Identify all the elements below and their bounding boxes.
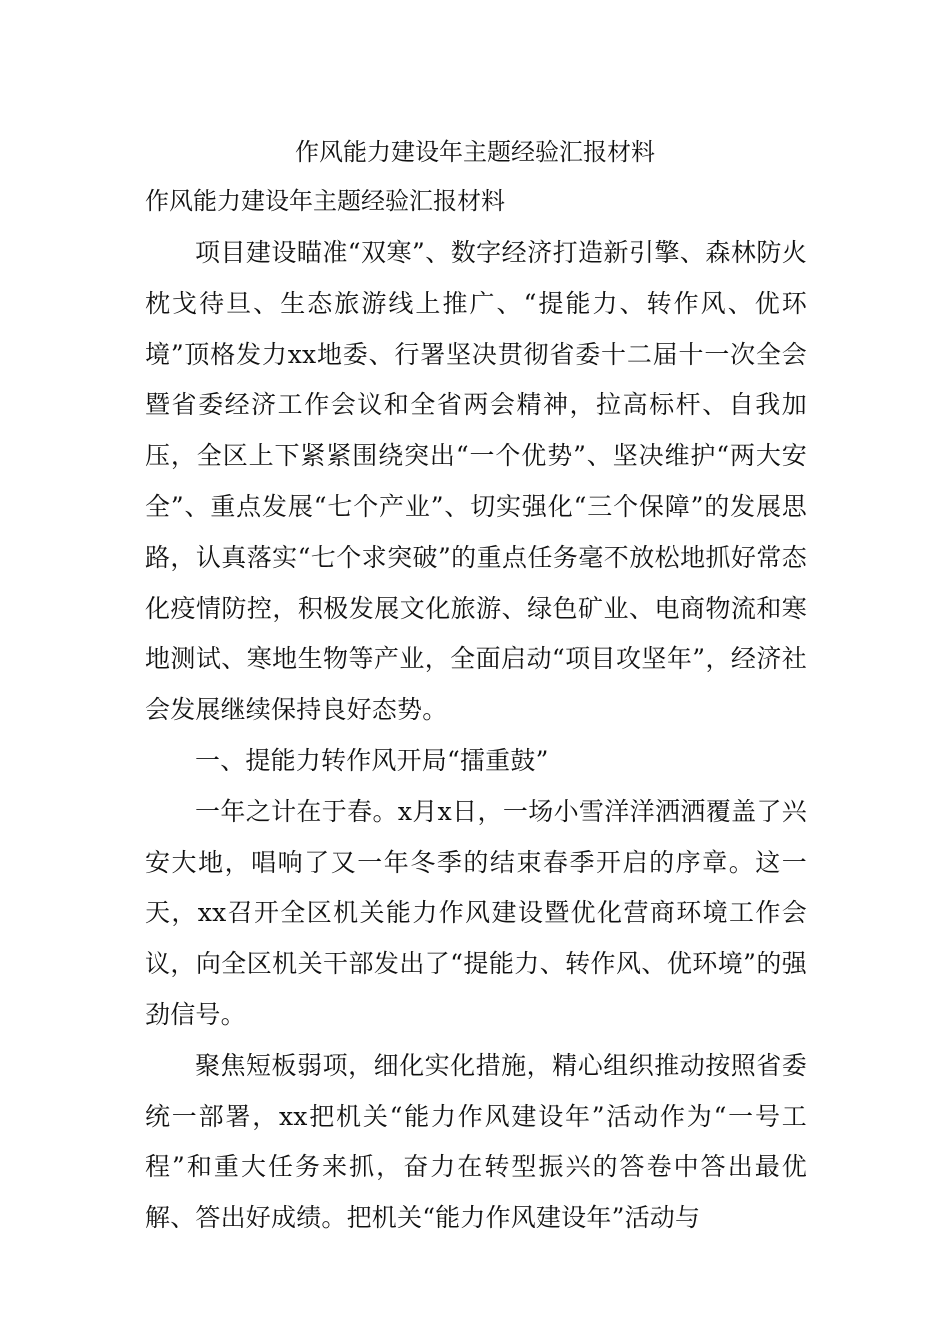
- document-title: 作风能力建设年主题经验汇报材料: [295, 138, 655, 166]
- paragraph-spring: 一年之计在于春。x月x日，一场小雪洋洋洒洒覆盖了兴安大地，唱响了又一年冬季的结束春季开启的序章。这一天，xx召开全区机关能力作风建设暨优化营商环境工作会议，向全区机关干部发出了“提能力、转作风、优环境”的强劲信号。: [145, 796, 807, 1029]
- document-body: [145, 228, 807, 1244]
- paragraph-intro: 项目建设瞄准“双寒”、数字经济打造新引擎、森林防火枕戈待旦、生态旅游线上推广、“提能力、转作风、优环境”顶格发力xx地委、行署坚决贯彻省委十二届十一次全会暨省委经济工作会议和全省两会精神，拉高标杆、自我加压，全区上下紧紧围绕突出“一个优势”、坚决维护“两大安全”、重点发展“七个产业”、切实强化“三个保障”的发展思路，认真落实“七个求突破”的重点任务毫不放松地抓好常态化疫情防控，积极发展文化旅游、绿色矿业、电商物流和寒地测试、寒地生物等产业，全面启动“项目攻坚年”，经济社会发展继续保持良好态势。: [145, 238, 807, 725]
- section-heading-1: 一、提能力转作风开局“擂重鼓”: [195, 745, 549, 775]
- paragraph-focus: 聚焦短板弱项，细化实化措施，精心组织推动按照省委统一部署，xx把机关“能力作风建设年”活动作为“一号工程”和重大任务来抓，奋力在转型振兴的答卷中答出最优解、答出好成绩。把机关“能力作风建设年”活动与: [145, 1050, 807, 1233]
- document-subtitle: 作风能力建设年主题经验汇报材料: [145, 187, 505, 215]
